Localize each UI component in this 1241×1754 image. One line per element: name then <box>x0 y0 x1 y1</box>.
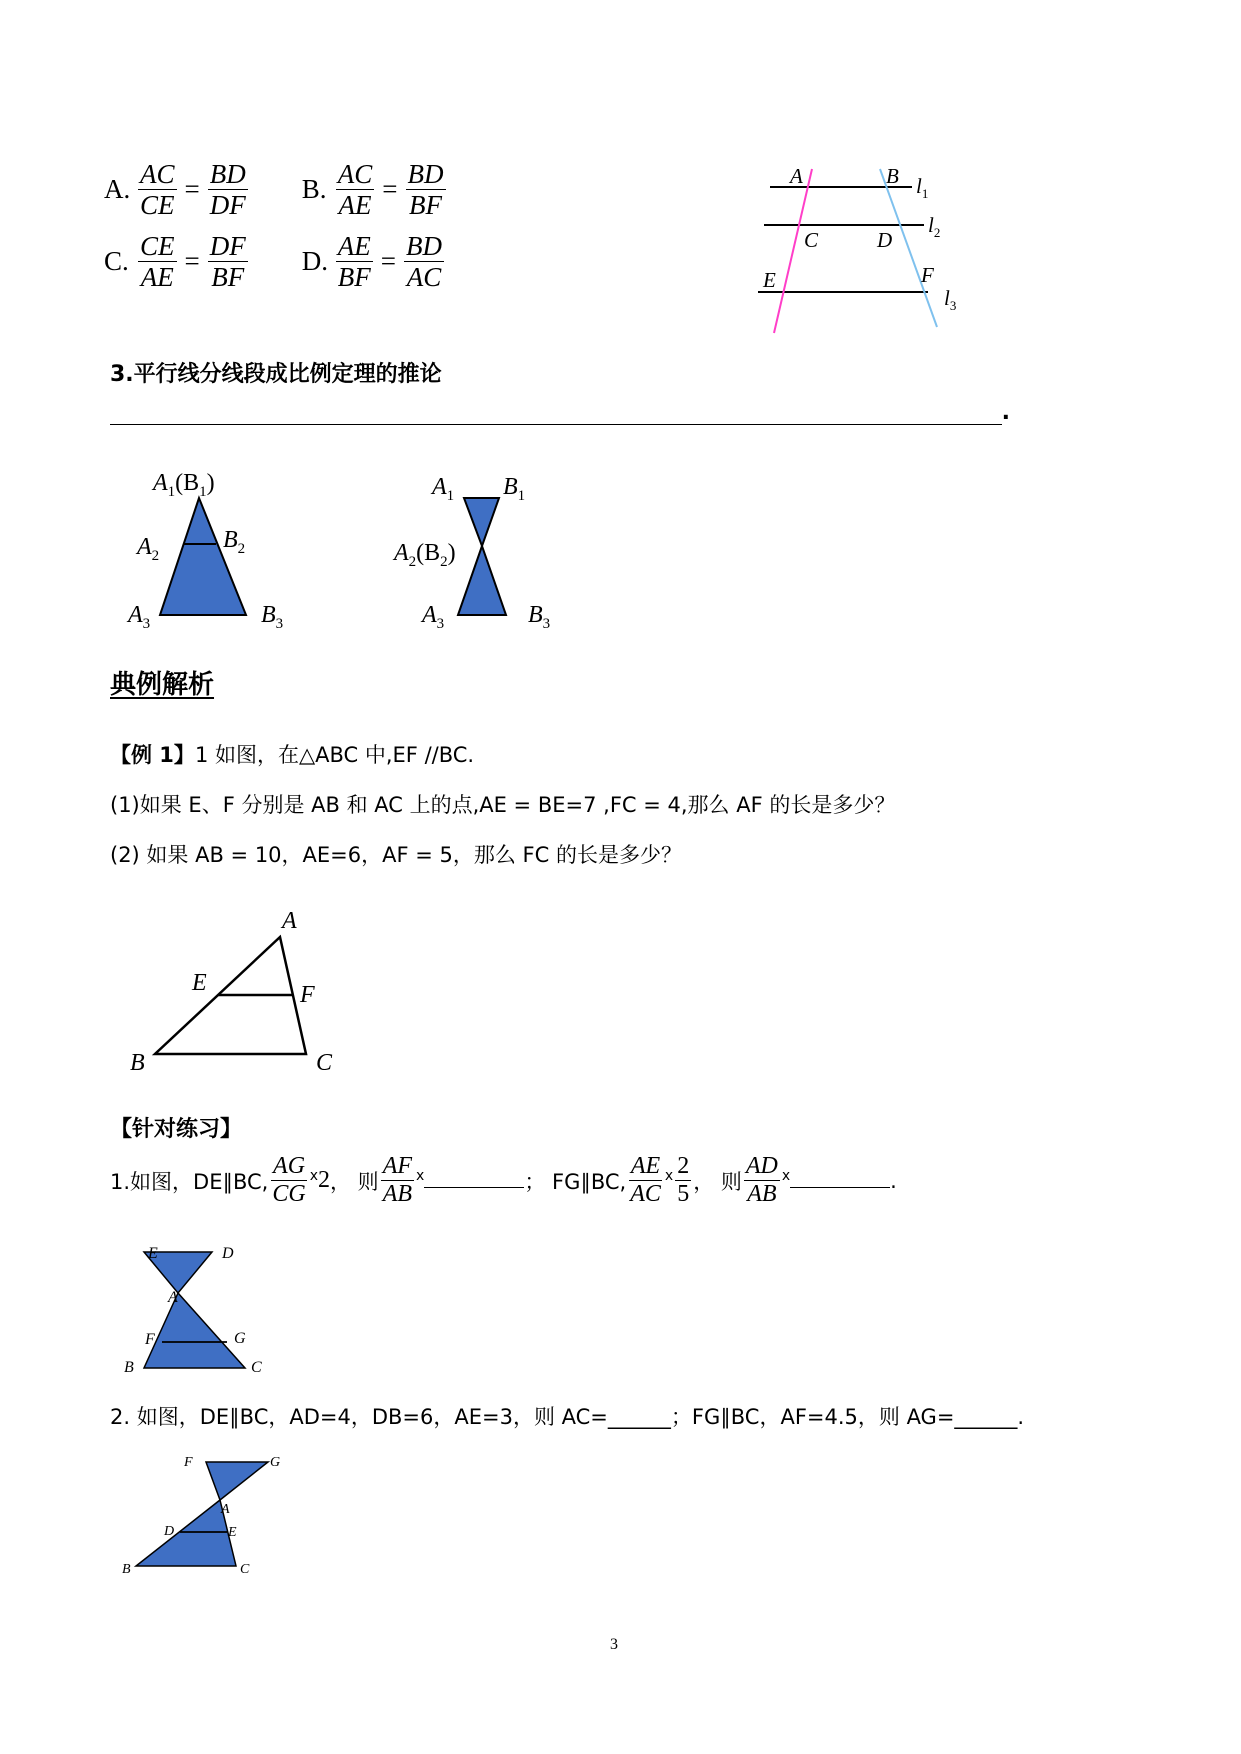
p1-then1: ， 则 <box>330 1169 379 1194</box>
section3-end: . <box>1001 400 1010 425</box>
triangle-right-bottom <box>458 546 506 615</box>
label-A3: $A_3$ <box>128 602 151 632</box>
label-F: F <box>300 982 315 1008</box>
label-F: F <box>921 263 934 287</box>
label-A1: $A_1$ <box>432 474 455 504</box>
example1-line1 <box>110 739 474 769</box>
options-block <box>104 160 448 291</box>
p1-frac-ae-ac: $\frac{AE}{AC}$ <box>630 1153 661 1208</box>
example1-q2: (2) 如果 AB = 10，AE=6，AF = 5，那么 FC 的长是多少？ <box>110 843 682 867</box>
label-l2: $l_2$ <box>928 213 941 240</box>
label-B2: $B_2$ <box>223 527 246 557</box>
p1-sym1: ⅹ <box>309 1167 318 1184</box>
answer-blank[interactable] <box>110 398 1002 425</box>
label-F: F <box>184 1455 193 1470</box>
p1-blank2[interactable] <box>790 1165 890 1188</box>
section-examples-title: 典例解析 <box>110 670 215 700</box>
label-B: B <box>122 1562 131 1577</box>
label-A2B2: $A_2(B_2)$ <box>394 540 456 570</box>
label-A: A <box>790 164 803 188</box>
label-E: E <box>192 970 207 996</box>
p1-sym3: ⅹ <box>664 1167 674 1184</box>
label-l1: $l_1$ <box>916 174 929 201</box>
label-D: D <box>877 228 893 252</box>
practice1-line <box>110 1154 897 1207</box>
option-row-2: C. $\frac{CE}{AE}$ = $\frac{DF}{BF}$ D. $\frac{AE}{BF}$ = $\frac{BD}{AC}$ <box>104 230 442 293</box>
label-B3: $B_3$ <box>261 602 284 632</box>
option-b-lhs: $\frac{AC}{AE}$ <box>337 159 373 221</box>
option-a-lhs: $\frac{AC}{CE}$ <box>140 159 175 221</box>
practice2-figure <box>110 1448 290 1588</box>
page-number: 3 <box>610 1636 618 1653</box>
triangle-FGA <box>206 1462 268 1500</box>
corollary-left-figure <box>120 460 320 640</box>
label-G: G <box>270 1455 281 1470</box>
section3-title: 3.平行线分线段成比例定理的推论 <box>110 362 442 387</box>
option-d-label: D. <box>301 246 328 277</box>
label-C: C <box>804 228 819 252</box>
label-E: E <box>763 268 776 292</box>
label-C: C <box>251 1359 262 1376</box>
corollary-right-figure <box>380 460 580 640</box>
triangle-ABC <box>144 1293 245 1368</box>
p1-end: . <box>890 1168 897 1193</box>
section3-answer-line <box>110 398 1010 425</box>
label-D: D <box>222 1245 234 1262</box>
label-A3: $A_3$ <box>422 602 445 632</box>
example1-q1: (1)如果 E、F 分别是 AB 和 AC 上的点,AE = BE=7 ,FC = 4,那么 AF 的长是多少？ <box>110 793 896 817</box>
option-a-rhs: $\frac{BD}{DF}$ <box>209 159 246 221</box>
label-C: C <box>240 1562 250 1577</box>
option-d-lhs: $\frac{AE}{BF}$ <box>337 230 371 293</box>
p1-frac-ad-ab: $\frac{AD}{AB}$ <box>745 1153 778 1208</box>
label-A: A <box>282 908 297 934</box>
option-c-rhs: $\frac{DF}{BF}$ <box>209 230 246 293</box>
label-A1B1: $A_1(B_1)$ <box>153 470 215 500</box>
p1-sep: ； FG∥BC, <box>524 1169 627 1194</box>
p1-prefix: 1.如图，DE∥BC, <box>110 1169 269 1194</box>
p1-then2: ， 则 <box>693 1169 742 1194</box>
label-A: A <box>221 1502 230 1517</box>
option-c-lhs: $\frac{CE}{AE}$ <box>140 230 175 293</box>
option-b-rhs: $\frac{BD}{BF}$ <box>407 159 444 221</box>
p1-blank1[interactable] <box>424 1165 524 1188</box>
parallel-lines-figure <box>750 155 980 345</box>
option-a-label: A. <box>104 174 131 205</box>
triangle-left <box>160 498 246 615</box>
p1-sym2: ⅹ <box>416 1167 425 1184</box>
option-d-rhs: $\frac{BD}{AC}$ <box>405 230 442 293</box>
p1-frac-ag-cg: $\frac{AG}{CG}$ <box>272 1153 306 1208</box>
label-G: G <box>234 1330 246 1347</box>
label-B: B <box>124 1359 134 1376</box>
practice2-line: 2. 如图，DE∥BC，AD=4，DB=6，AE=3，则 AC=______；FG∥BC，AF=4.5，则 AG=______. <box>110 1405 1025 1429</box>
p1-frac-2-5: $\frac{2}{5}$ <box>677 1153 690 1208</box>
label-B: B <box>130 1050 145 1076</box>
label-A2: $A_2$ <box>137 534 160 564</box>
label-F: F <box>145 1331 155 1348</box>
label-B: B <box>886 164 899 188</box>
label-E: E <box>228 1525 237 1540</box>
p1-val1: 2 <box>318 1167 330 1194</box>
label-A: A <box>168 1289 178 1306</box>
practice1-figure <box>110 1230 280 1380</box>
p1-sym4: ⅹ <box>781 1167 791 1184</box>
label-C: C <box>316 1050 333 1076</box>
practice-title: 【针对练习】 <box>110 1117 243 1142</box>
example1-intro: 1 如图，在△ABC 中,EF //BC. <box>194 743 475 767</box>
triangle-right-top <box>464 498 499 546</box>
example1-title: 【例 1】 <box>110 743 195 767</box>
p1-frac-af-ab: $\frac{AF}{AB}$ <box>382 1153 413 1208</box>
label-l3: $l_3$ <box>944 286 957 313</box>
label-E: E <box>148 1245 158 1262</box>
label-B3: $B_3$ <box>528 602 551 632</box>
label-B1: $B_1$ <box>503 474 526 504</box>
option-c-label: C. <box>104 246 129 277</box>
option-row-1: A. $\frac{AC}{CE}$ = $\frac{BD}{DF}$ B. $\frac{AC}{AE}$ = $\frac{BD}{BF}$ <box>104 159 444 221</box>
label-D: D <box>164 1524 175 1539</box>
example1-triangle-figure <box>120 900 360 1080</box>
option-b-label: B. <box>301 174 327 205</box>
